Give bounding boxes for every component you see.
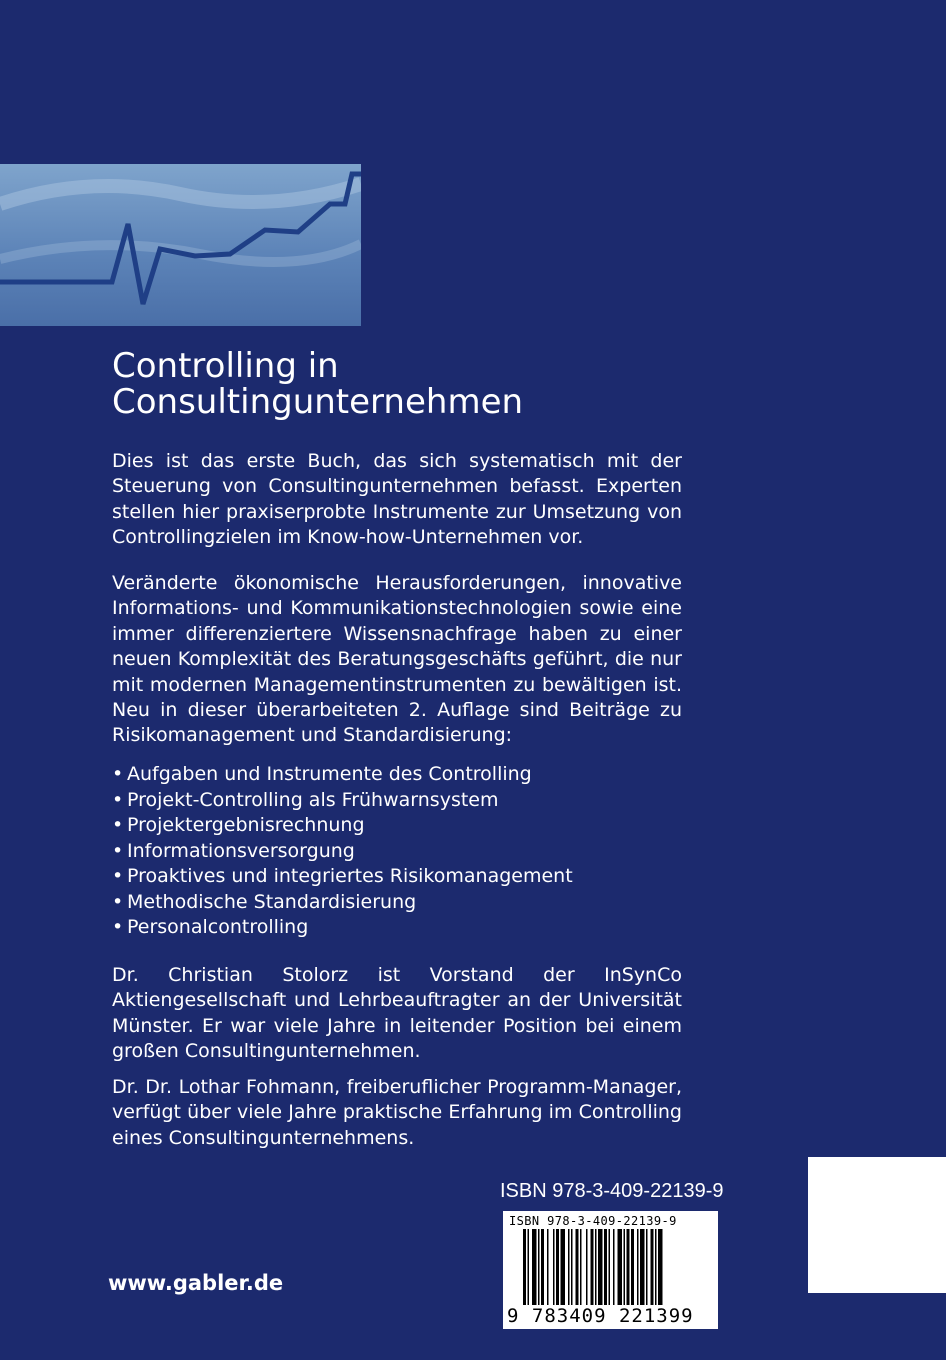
- book-title-line1: Controlling in: [112, 346, 339, 386]
- cover-banner-chart-image: [0, 164, 361, 326]
- bullet-icon: •: [112, 839, 124, 862]
- list-item: • Aufgaben und Instrumente des Controlling: [112, 762, 682, 788]
- author-bio-fohmann: Dr. Dr. Lothar Fohmann, freiberuflicher Programm-Manager, verfügt über viele Jahre praktische Erfahrung im Controlling eines Consultingunternehmens.: [112, 1076, 682, 1149]
- intro-paragraph: Dies ist das erste Buch, das sich systematisch mit der Steuerung von Consultingunternehmen befasst. Experten stellen hier praxiserprobte Instrumente zur Umsetzung von Controllingzielen im Know-how-Unternehmen vor.: [112, 450, 682, 549]
- bullet-icon: •: [112, 814, 124, 836]
- book-title: [112, 348, 712, 420]
- list-item: • Informationsversorgung: [112, 839, 682, 865]
- barcode: [503, 1211, 718, 1329]
- list-item: • Projekt-Controlling als Frühwarnsystem: [112, 788, 682, 814]
- publisher-website: www.gabler.de: [108, 1271, 284, 1295]
- bullet-icon: •: [112, 890, 124, 913]
- bullet-icon: •: [112, 763, 124, 785]
- bullet-icon: •: [112, 788, 124, 811]
- list-item: • Projektergebnisrechnung: [112, 813, 682, 839]
- author-bio-stolorz: Dr. Christian Stolorz ist Vorstand der InSynCo Aktiengesellschaft und Lehrbeauftragter an der Universität Münster. Er war viele Jahre in leitender Position bei einem großen Consultingunternehmen.: [112, 964, 682, 1063]
- list-item: • Methodische Standardisierung: [112, 890, 682, 916]
- context-paragraph: Veränderte ökonomische Herausforderungen, innovative Informations- und Kommunikationstechnologien sowie eine immer differenziertere Wissensnachfrage haben zu einer neuen Komplexität des Beratungsgeschäfts geführt, die nur mit modernen Managementinstrumenten zu bewältigen ist. Neu in dieser überarbeiteten 2. Auflage sind Beiträge zu Risikomanagement und Standardisierung:: [112, 572, 682, 747]
- bullet-icon: •: [112, 916, 124, 938]
- list-item: • Proaktives und integriertes Risikomanagement: [112, 864, 682, 890]
- blank-label-area: [808, 1157, 946, 1293]
- isbn-label: ISBN 978-3-409-22139-9: [500, 1180, 724, 1202]
- list-item: • Personalcontrolling: [112, 915, 682, 941]
- book-title-line2: Consultingunternehmen: [112, 382, 524, 422]
- barcode-isbn-text: ISBN 978-3-409-22139-9: [509, 1214, 677, 1228]
- topics-list: [112, 762, 682, 941]
- bullet-icon: •: [112, 865, 124, 887]
- barcode-number: 9 783409 221399: [507, 1305, 717, 1327]
